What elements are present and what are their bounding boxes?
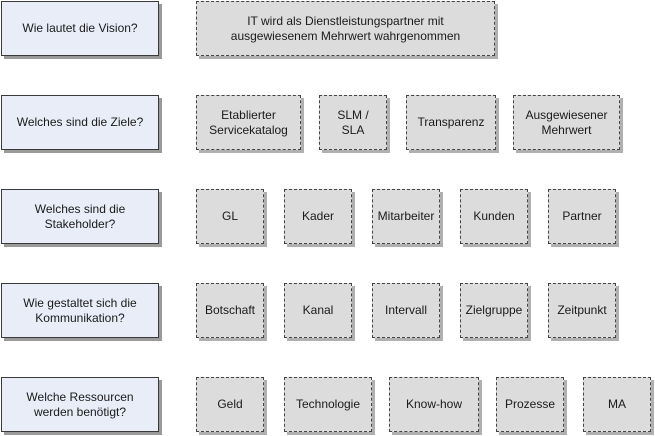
answer-box-stakeholder-1 [196,189,264,244]
answer-label: Etablierter Servicekatalog [209,107,288,137]
question-label: Welches sind die Ziele? [16,115,144,129]
answer-box-communication-1 [196,283,264,338]
answer-label: Prozesse [504,397,556,411]
answer-label: MA [608,397,626,411]
answer-box-stakeholder-4 [460,189,528,244]
answer-box-resource-1 [196,377,264,432]
question-label: Welches sind die Stakeholder? [34,201,126,231]
answer-label: SLM / SLA [337,107,369,137]
answer-label: Kunden [473,209,515,223]
answer-box-resource-4 [496,377,564,432]
question-box-stakeholders [1,189,159,244]
answer-box-resource-2 [284,377,372,432]
answer-label: Know-how [405,397,463,411]
answer-label: Mitarbeiter [377,209,435,223]
answer-label: Transparenz [417,115,485,129]
answer-box-goal-4 [513,95,620,150]
answer-label: Botschaft [204,303,256,317]
answer-box-stakeholder-5 [548,189,616,244]
answer-box-communication-5 [548,283,616,338]
answer-label: IT wird als Dienstleistungspartner mit ausgewiesenem Mehrwert wahrgenommen [230,13,461,43]
answer-label: Zeitpunkt [557,303,607,317]
answer-box-resource-3 [389,377,479,432]
answer-label: Geld [217,397,243,411]
answer-box-stakeholder-2 [284,189,352,244]
answer-label: Ausgewiesener Mehrwert [525,107,608,137]
answer-box-communication-4 [460,283,528,338]
answer-box-goal-1 [196,95,301,150]
answer-label: Kader [301,209,335,223]
question-box-vision [1,1,159,56]
question-label: Welche Ressourcen werden benötigt? [26,389,134,419]
answer-label: Partner [562,209,602,223]
question-box-communication [1,283,159,338]
answer-label: Technologie [295,397,361,411]
answer-box-communication-2 [284,283,352,338]
answer-box-stakeholder-3 [372,189,440,244]
answer-box-resource-5 [583,377,651,432]
answer-label: Intervall [384,303,428,317]
answer-label: Zielgruppe [465,303,523,317]
question-label: Wie lautet die Vision? [22,21,138,35]
answer-box-goal-2 [319,95,387,150]
question-box-goals [1,95,159,150]
answer-box-communication-3 [372,283,440,338]
question-label: Wie gestaltet sich die Kommunikation? [23,295,137,325]
answer-label: GL [221,209,238,223]
answer-box-goal-3 [406,95,496,150]
question-box-resources [1,377,159,432]
answer-box-vision-statement [196,1,495,56]
answer-label: Kanal [302,303,334,317]
